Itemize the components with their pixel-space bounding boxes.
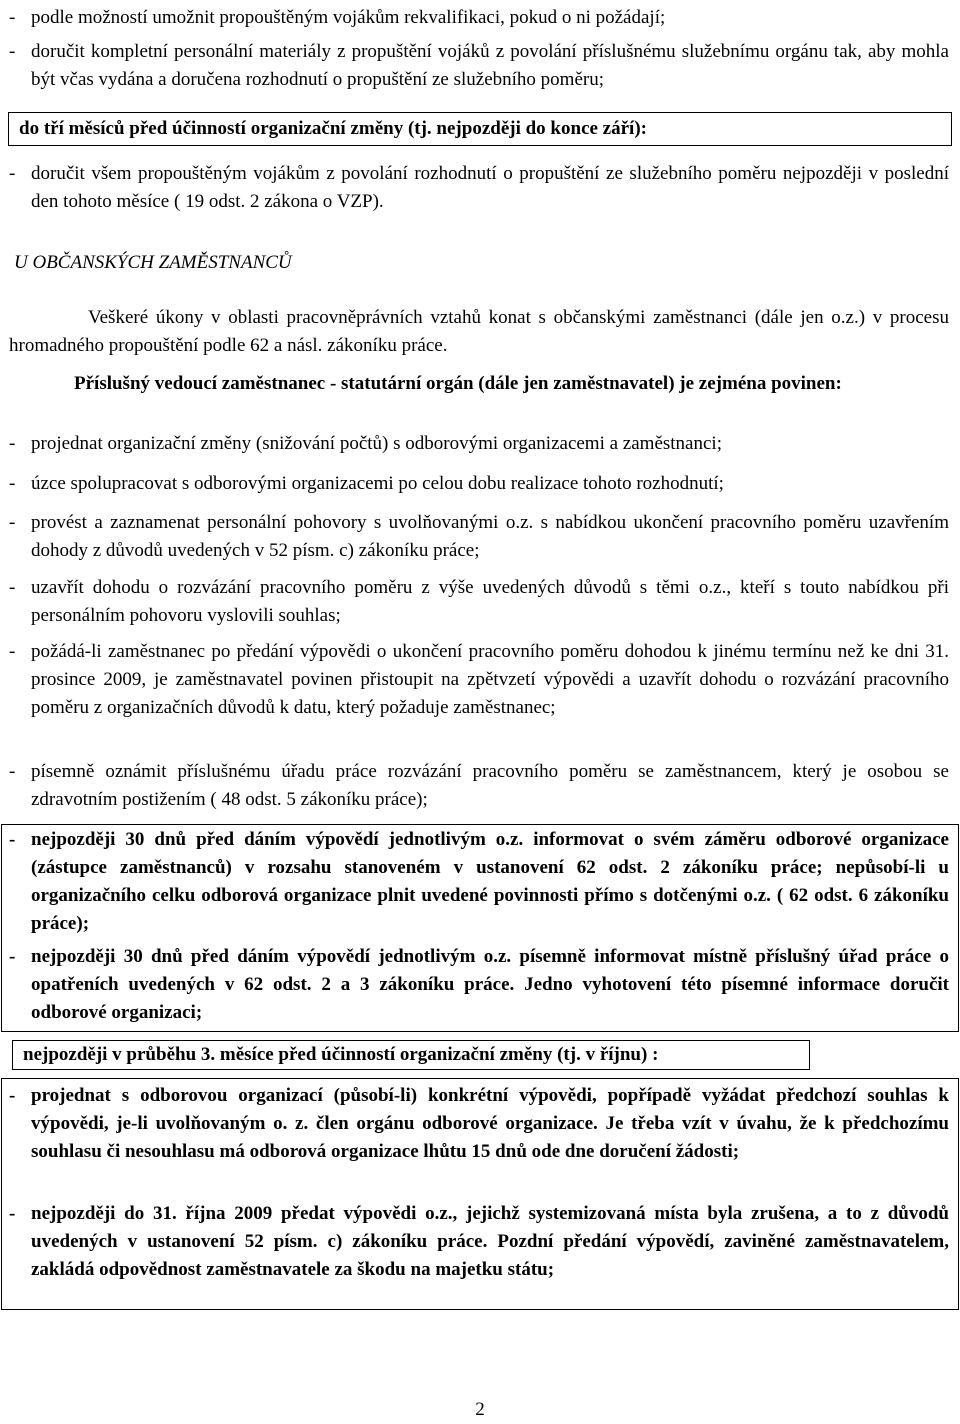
list-item-text: písemně oznámit příslušnému úřadu práce rozvázání pracovního poměru se zaměstnancem, který je osobou se zdravotním postižením ( 48 odst. 5 zákoníku práce); xyxy=(31,761,949,810)
list-item xyxy=(9,574,949,630)
list-item-text: doručit kompletní personální materiály z propuštění vojáků z povolání příslušnému služebnímu orgánu tak, aby mohla být včas vydána a doručena rozhodnutí o propuštění ze služebního poměru; xyxy=(31,41,949,90)
list-item xyxy=(9,943,949,1027)
list-item xyxy=(9,758,949,814)
bullet-dash: - xyxy=(9,512,16,533)
list-item xyxy=(9,38,949,94)
bullet-dash: - xyxy=(9,163,16,184)
list-item-text: nejpozději do 31. října 2009 předat výpovědi o.z., jejichž systemizovaná místa byla zrušena, a to z důvodů uvedených v ustanovení 52 písm. c) zákoníku práce. Pozdní předání výpovědí, zaviněné zaměstnavatelem, zakládá odpovědnost zaměstnavatele za škodu na majetku státu; xyxy=(31,1203,949,1280)
deadline-heading: nejpozději v průběhu 3. měsíce před účinností organizační změny (tj. v říjnu) : xyxy=(23,1044,659,1065)
list-item xyxy=(9,4,949,32)
list-item-text: nejpozději 30 dnů před dáním výpovědí jednotlivým o.z. informovat o svém záměru odborové organizace (zástupce zaměstnanců) v rozsahu stanoveném v ustanovení 62 odst. 2 zákoníku práce; nepůsobí-li u organizačního celku odborová organizace plnit uvedené povinnosti přímo s dotčenými o.z. ( 62 odst. 6 zákoníku práce); xyxy=(31,829,949,934)
bullet-dash: - xyxy=(9,1085,16,1106)
list-item xyxy=(9,638,949,722)
list-item-text: uzavřít dohodu o rozvázání pracovního poměru z výše uvedených důvodů s těmi o.z., kteří s touto nabídkou při personálním pohovoru vyslovili souhlas; xyxy=(31,577,949,626)
bullet-dash: - xyxy=(9,473,16,494)
list-item-text: požádá-li zaměstnanec po předání výpovědi o ukončení pracovního poměru dohodou k jinému termínu než ke dni 31. prosince 2009, je zaměstnavatel povinen přistoupit na zpětvzetí výpovědi a uzavřít dohodu o rozvázání pracovního poměru z organizačních důvodů k datu, který požaduje zaměstnanec; xyxy=(31,641,949,718)
list-item-text: úzce spolupracovat s odborovými organizacemi po celou dobu realizace tohoto rozhodnutí; xyxy=(31,473,724,494)
list-item xyxy=(9,1200,949,1284)
list-item xyxy=(9,160,949,216)
list-item-text: projednat organizační změny (snižování počtů) s odborovými organizacemi a zaměstnanci; xyxy=(31,433,722,454)
section-heading: U OBČANSKÝCH ZAMĚSTNANCŮ xyxy=(14,252,292,273)
duty-intro: Příslušný vedoucí zaměstnanec - statutární orgán (dále jen zaměstnavatel) je zejména povinen: xyxy=(74,373,842,394)
list-item xyxy=(9,826,949,938)
deadline-box xyxy=(12,1040,810,1070)
deadline-box xyxy=(8,112,952,146)
bullet-dash: - xyxy=(9,946,16,967)
list-item xyxy=(9,509,949,565)
list-item xyxy=(9,470,949,498)
list-item xyxy=(9,430,949,458)
bullet-dash: - xyxy=(9,761,16,782)
page-number: 2 xyxy=(475,1399,485,1420)
list-item xyxy=(9,1082,949,1166)
bullet-dash: - xyxy=(9,7,16,28)
bullet-dash: - xyxy=(9,41,16,62)
bullet-dash: - xyxy=(9,641,16,662)
bullet-dash: - xyxy=(9,1203,16,1224)
list-item-text: nejpozději 30 dnů před dáním výpovědí jednotlivým o.z. písemně informovat místně příslušný úřad práce o opatřeních uvedených v 62 odst. 2 a 3 zákoníku práce. Jedno vyhotovení této písemné informace doručit odborové organizaci; xyxy=(31,946,949,1023)
deadline-heading: do tří měsíců před účinností organizační změny (tj. nejpozději do konce září): xyxy=(19,118,647,139)
bullet-dash: - xyxy=(9,433,16,454)
intro-paragraph: Veškeré úkony v oblasti pracovněprávních vztahů konat s občanskými zaměstnanci (dále jen o.z.) v procesu hromadného propouštění podle 62 a násl. zákoníku práce. xyxy=(9,307,949,356)
list-item-text: doručit všem propouštěným vojákům z povolání rozhodnutí o propuštění ze služebního poměru nejpozději v poslední den tohoto měsíce ( 19 odst. 2 zákona o VZP). xyxy=(31,163,949,212)
list-item-text: podle možností umožnit propouštěným vojákům rekvalifikaci, pokud o ni požádají; xyxy=(31,7,666,28)
list-item-text: projednat s odborovou organizací (působí-li) konkrétní výpovědi, popřípadě vyžádat předchozí souhlas k výpovědi, je-li uvolňovaným o. z. člen orgánu odborové organizace. Je třeba vzít v úvahu, že k předchozímu souhlasu či nesouhlasu má odborová organizace lhůtu 15 dnů ode dne doručení žádosti; xyxy=(31,1085,949,1162)
list-item-text: provést a zaznamenat personální pohovory s uvolňovanými o.z. s nabídkou ukončení pracovního poměru uzavřením dohody z důvodů uvedených v 52 písm. c) zákoníku práce; xyxy=(31,512,949,561)
bullet-dash: - xyxy=(9,577,16,598)
bullet-dash: - xyxy=(9,829,16,850)
